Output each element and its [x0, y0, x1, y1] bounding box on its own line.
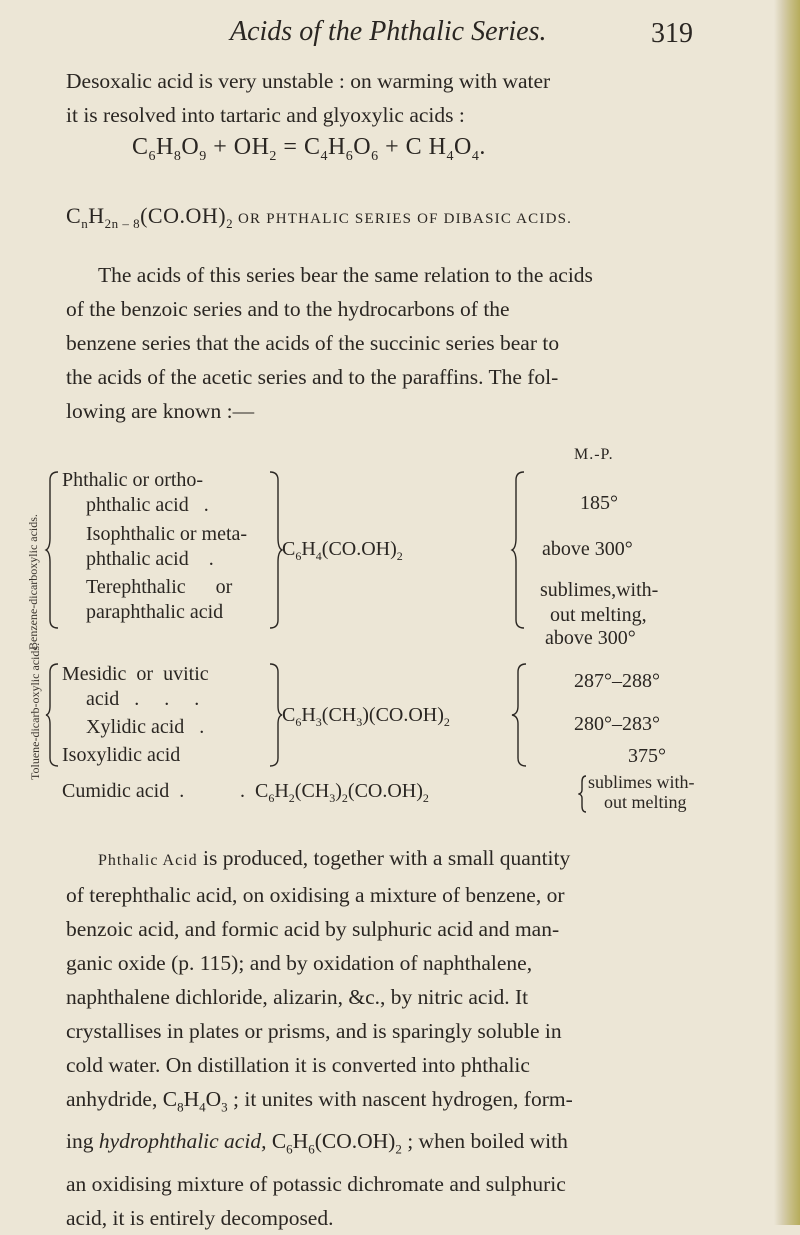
- intro-line: Desoxalic acid is very unstable : on warming with water: [66, 69, 551, 93]
- acid-name-terephthalic-2: paraphthalic acid: [86, 601, 224, 623]
- phthalic-acid-lead: Phthalic Acid: [98, 852, 198, 869]
- paragraph-phthalic-acid: Phthalic Acid is produced, together with a small quantity of terephthalic acid, on oxidising a mixture of benzene, or benzoic acid, and formic acid by sulphuric acid and man- ganic oxide (p. 115); and by oxidation of naphthalene, naphthalene dichloride, alizarin, &c., by nitric acid. It crystallises in plates or prisms, and is sparingly soluble in cold water. On distillation it is converted into phthalic anhydride, $C_8H_4O_3$ ; it unites with nascent hydrogen, form- ing hydrophthalic acid, $C_6H_6(CO.OH)_2$ ; when boiled with an oxidising mixture of potassic dichromate and sulphuric acid, it is entirely decomposed.: [66, 846, 573, 1230]
- mp-brace-group1: [510, 470, 526, 630]
- intro-paragraph: [66, 64, 708, 132]
- mp-xylidic: 280°–283°: [574, 713, 660, 735]
- acid-name-isophthalic: Isophthalic or meta-: [86, 523, 248, 545]
- acid-name-mesidic: Mesidic or uvitic: [62, 663, 209, 685]
- mp-cumidic-2: out melting: [604, 792, 687, 812]
- melting-point-header: M.-P.: [574, 446, 614, 463]
- mp-isoxylidic: 375°: [628, 745, 666, 767]
- side-label-benzene: Benzene-dicarboxylic acids.: [26, 514, 40, 650]
- mp-terephthalic-1: sublimes,with-: [540, 579, 659, 601]
- page-number: 319: [651, 18, 693, 49]
- mp-brace-cumidic: [578, 774, 588, 814]
- mp-terephthalic-3: above 300°: [545, 627, 636, 649]
- running-title: Acids of the Phthalic Series.: [230, 16, 547, 47]
- formula-group1: $C_6H_4(CO.OH)_2$: [282, 538, 403, 563]
- side-label-toluene: Toluene-dicarb-oxylic acids.: [28, 642, 42, 780]
- intro-line: it is resolved into tartaric and glyoxylic acids :: [66, 103, 465, 127]
- mp-brace-group2: [510, 662, 528, 768]
- mp-isophthalic: above 300°: [542, 538, 633, 560]
- mp-phthalic: 185°: [580, 492, 618, 514]
- acid-table: [0, 446, 800, 812]
- acid-name-cumidic: Cumidic acid .: [62, 780, 185, 802]
- acid-name-phthalic-2: phthalic acid .: [86, 494, 209, 516]
- mp-terephthalic-2: out melting,: [550, 604, 647, 626]
- left-brace-group1: [44, 470, 60, 630]
- acid-name-isophthalic-2: phthalic acid .: [86, 548, 214, 570]
- mp-mesidic: 287°–288°: [574, 670, 660, 692]
- paragraph-intro-series: The acids of this series bear the same relation to the acids of the benzoic series and to the hydrocarbons of the benzene series that the acids of the succinic series bear to the acids of the acetic series and to the paraffins. The fol- lowing are known :—: [66, 263, 593, 423]
- section-heading: $C_nH_{2n - 8}(CO.OH)_2$ OR PHTHALIC SERIES OF DIBASIC ACIDS.: [66, 203, 573, 231]
- chemical-equation: $C_6H_8O_9 + OH_2 = C_4H_6O_6 + C$ $H_4O_4$.: [132, 134, 486, 164]
- left-brace-group2: [44, 662, 60, 768]
- acid-name-terephthalic: Terephthalic or: [86, 576, 233, 598]
- formula-cumidic: . $C_6H_2(CH_3)_2(CO.OH)_2$: [240, 780, 429, 805]
- acid-name-isoxylidic: Isoxylidic acid: [62, 744, 181, 766]
- acid-name-mesidic-2: acid . . .: [86, 688, 200, 710]
- acid-name-xylidic: Xylidic acid .: [86, 716, 205, 738]
- acid-name-phthalic: Phthalic or ortho-: [62, 469, 204, 491]
- formula-group2: $C_6H_3(CH_3)(CO.OH)_2$: [282, 704, 450, 729]
- mp-cumidic-1: sublimes with-: [588, 772, 695, 792]
